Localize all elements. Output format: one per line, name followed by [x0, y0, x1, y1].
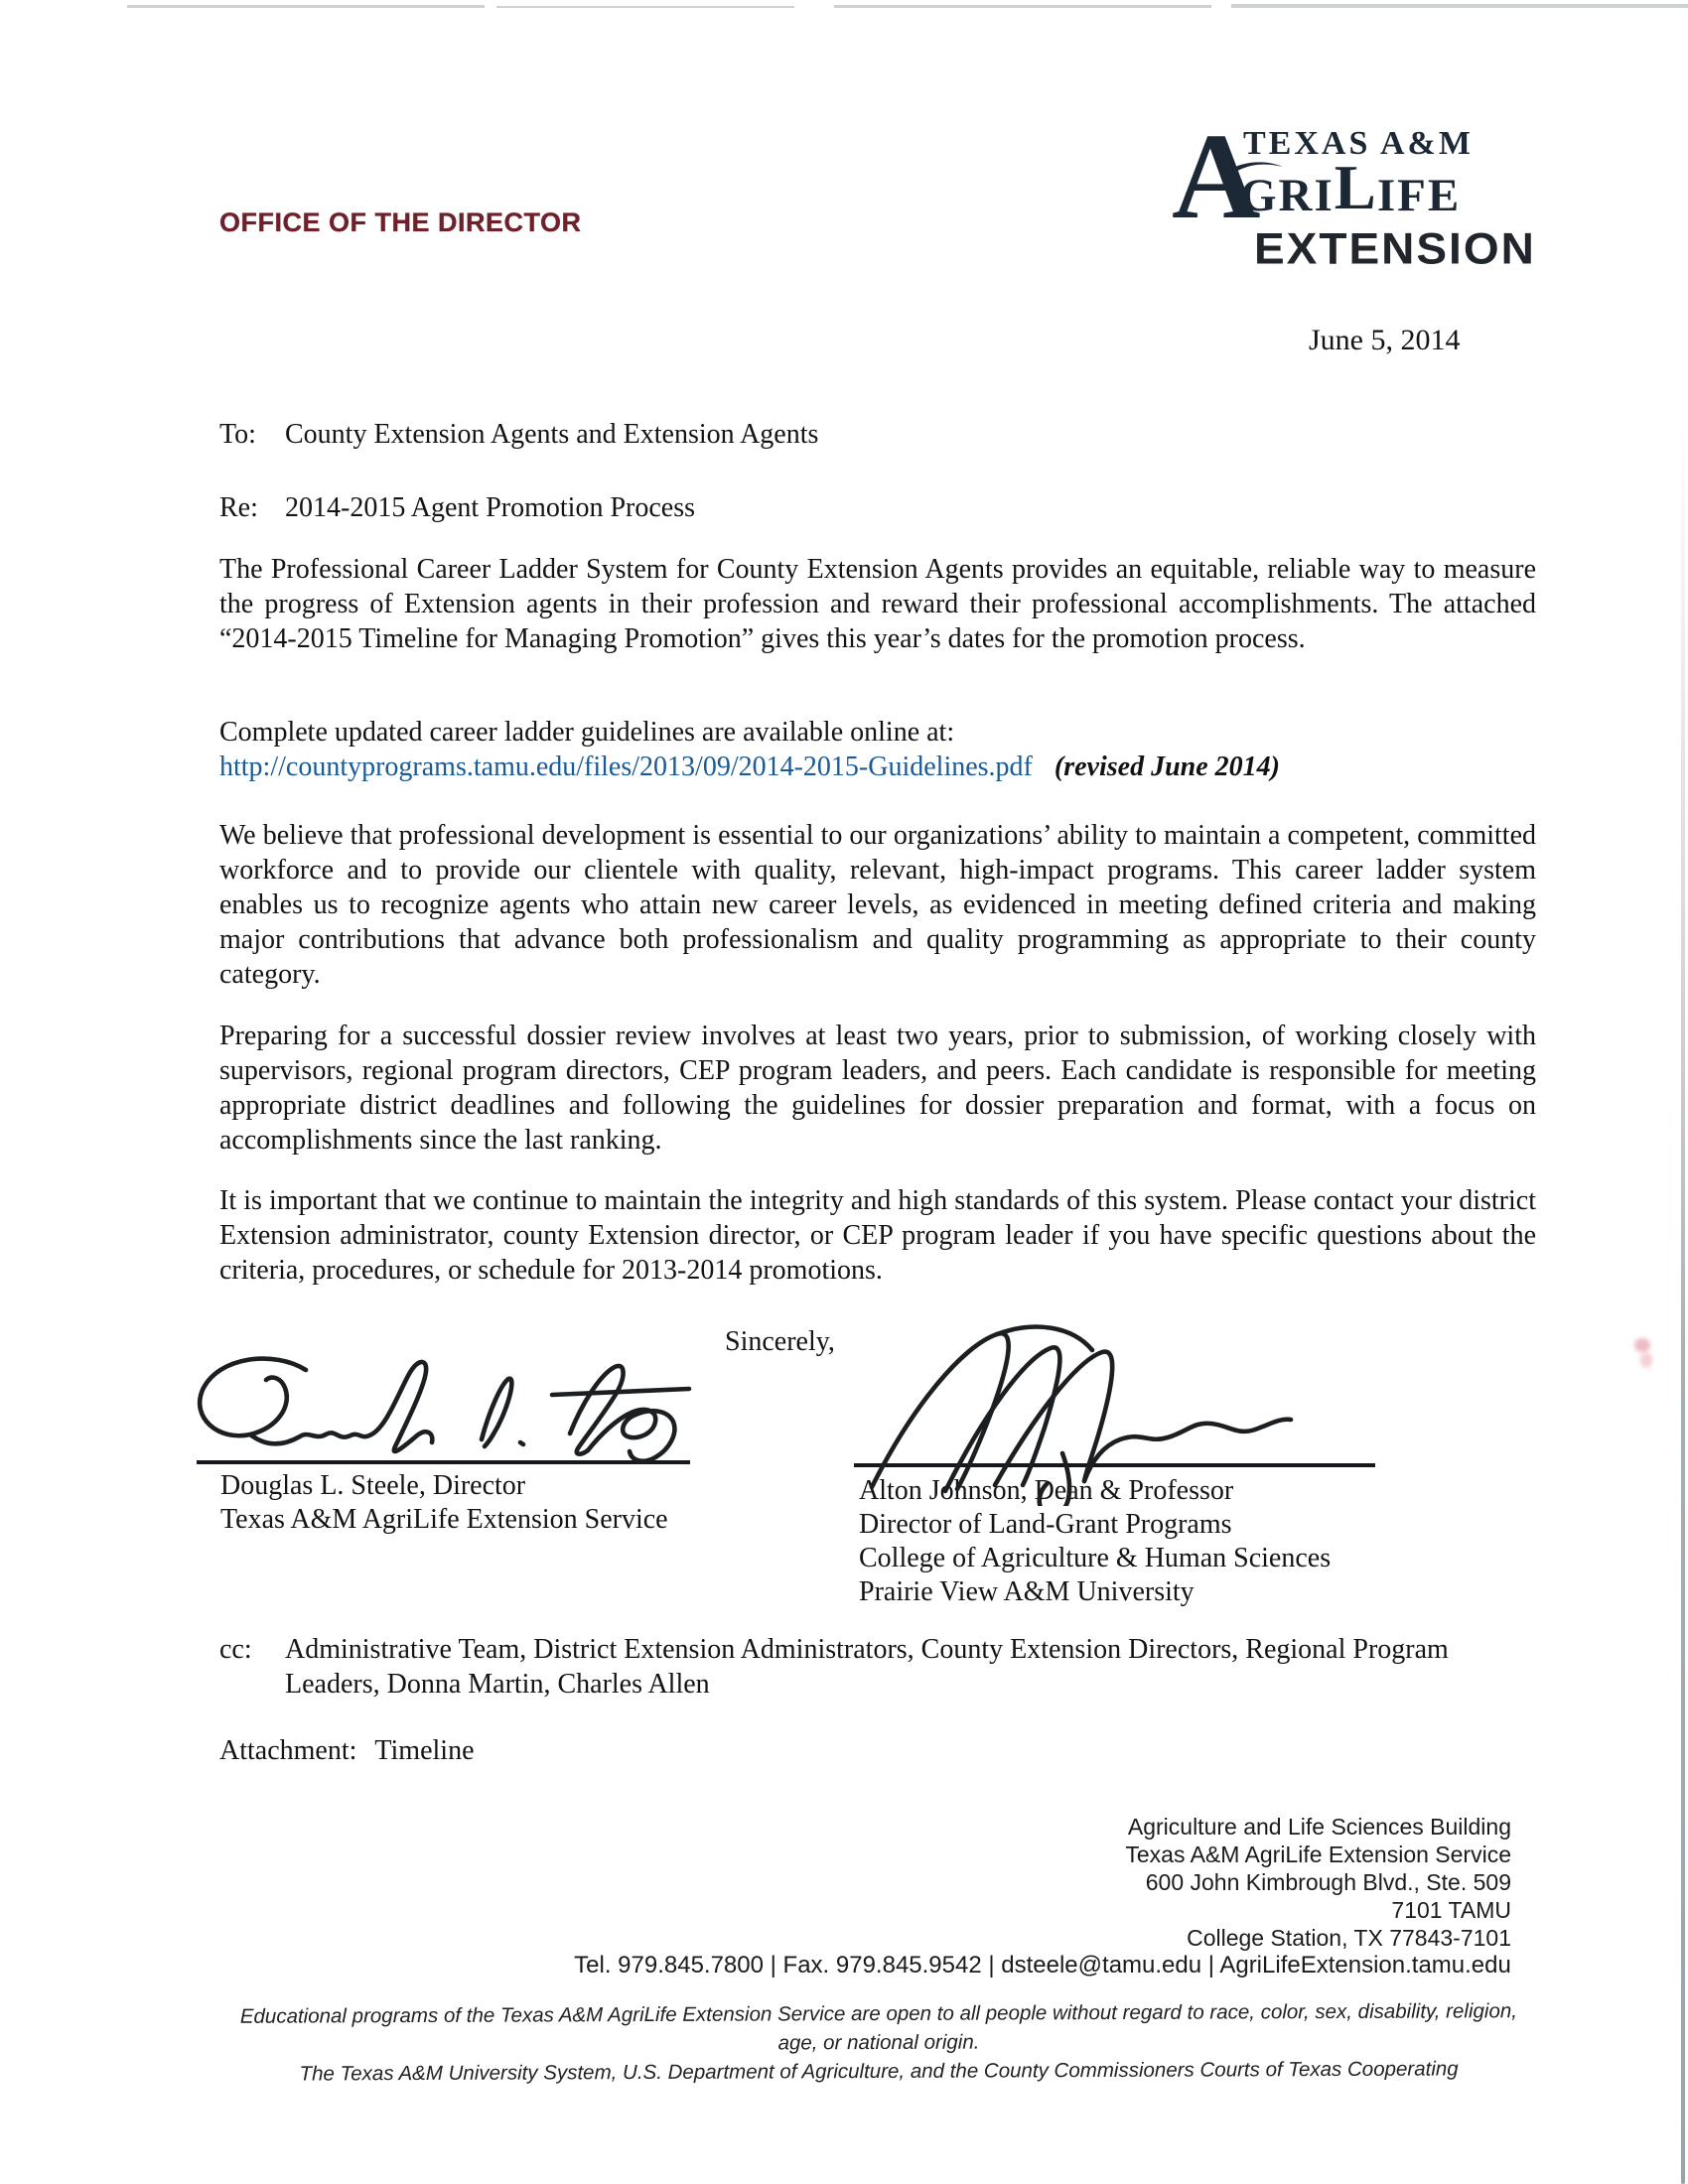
agrilife-logo-big-a: A	[1172, 108, 1261, 244]
paragraph-professional-development: We believe that professional development is essential to our organizations’ ability to maintain a competent, committed workforce and to provide our clientele with quality, relevant, high-impact programs. This career ladder system enables us to recognize agents who attain new career levels, as evidenced in meeting defined criteria and making major contributions that advance both professionalism and quality programming as appropriate to their county category.	[219, 820, 1536, 990]
letter-date: June 5, 2014	[1309, 324, 1461, 356]
re-row	[219, 490, 1536, 525]
attachment-row	[219, 1733, 475, 1768]
footer-disclaimer	[228, 1996, 1529, 2089]
footer-contact-line: Tel. 979.845.7800 | Fax. 979.845.9542 | dsteele@tamu.edu | AgriLifeExtension.tamu.edu	[574, 1952, 1511, 1979]
right-signer-college: College of Agriculture & Human Sciences	[859, 1543, 1332, 1573]
cc-row	[219, 1632, 1461, 1702]
right-signer-role: Director of Land-Grant Programs	[859, 1509, 1232, 1540]
footer-address-line: College Station, TX 77843-7101	[1187, 1925, 1511, 1951]
scan-artifact-pink-smudge	[1640, 1352, 1652, 1368]
paragraph-guidelines	[219, 715, 1536, 784]
footer-disclaimer-line1: Educational programs of the Texas A&M AgriLife Extension Service are open to all people without regard to race, color, sex, disability, religion, age, or national origin.	[239, 1999, 1517, 2055]
attachment-value: Timeline	[374, 1735, 475, 1766]
scan-artifact-top-dash	[496, 6, 794, 8]
office-of-the-director-label: OFFICE OF THE DIRECTOR	[219, 207, 582, 237]
agrilife-logo-gri: GRI	[1240, 170, 1335, 222]
footer-address-line: 600 John Kimbrough Blvd., Ste. 509	[1145, 1869, 1511, 1895]
paragraph-dossier-review: Preparing for a successful dossier review involves at least two years, prior to submission, of working closely with supervisors, regional program directors, CEP program leaders, and peers. Each candidate is responsible for meeting appropriate district deadlines and following the guidelines for dossier preparation and format, with a focus on accomplishments since the last ranking.	[219, 1021, 1536, 1156]
attachment-label: Attachment:	[219, 1735, 357, 1766]
paragraph-integrity: It is important that we continue to maintain the integrity and high standards of this system. Please contact your district Extension administrator, county Extension director, or CEP program leader if you have specific questions about the criteria, procedures, or schedule for 2013-2014 promotions.	[219, 1185, 1536, 1286]
agrilife-logo-ife: IFE	[1376, 170, 1462, 222]
footer-address-block	[894, 1813, 1511, 1952]
left-signer-name-title: Douglas L. Steele, Director	[220, 1470, 526, 1501]
douglas-steele-signature	[189, 1348, 700, 1487]
footer-address-line: 7101 TAMU	[1391, 1897, 1511, 1923]
guidelines-url-link[interactable]: http://countyprograms.tamu.edu/files/2013/09/2014-2015-Guidelines.pdf	[219, 751, 1033, 782]
re-value: 2014-2015 Agent Promotion Process	[285, 492, 695, 523]
scan-artifact-pink-smudge	[1634, 1338, 1650, 1352]
left-signature-line	[197, 1460, 690, 1464]
revised-note: (revised June 2014)	[1054, 751, 1280, 782]
scan-artifact-top-dash	[1231, 4, 1688, 8]
scan-artifact-top-dash	[127, 5, 485, 8]
sincerely-line: Sincerely,	[725, 1326, 835, 1357]
footer-address-line: Agriculture and Life Sciences Building	[1127, 1814, 1511, 1840]
scan-artifact-edge-line	[1681, 417, 1685, 2184]
agrilife-logo-extension: EXTENSION	[1254, 222, 1536, 274]
scan-artifact-top-dash	[834, 5, 1211, 8]
guidelines-intro: Complete updated career ladder guidelines are available online at:	[219, 717, 955, 748]
re-label: Re:	[219, 492, 258, 523]
agrilife-logo-grilife	[1240, 153, 1462, 222]
agrilife-logo-texas-am: TEXAS A&M	[1243, 125, 1474, 162]
right-signer-university: Prairie View A&M University	[859, 1576, 1195, 1607]
footer-address-line: Texas A&M AgriLife Extension Service	[1125, 1842, 1511, 1867]
right-signer-name-title: Alton Johnson, Dean & Professor	[859, 1475, 1234, 1506]
left-signer-block	[220, 1469, 668, 1537]
guidelines-link-line	[219, 750, 1536, 784]
right-signature-line	[854, 1463, 1375, 1467]
right-signer-block	[859, 1474, 1331, 1609]
footer-disclaimer-line2: The Texas A&M University System, U.S. Department of Agriculture, and the County Commissioners Courts of Texas Cooperating	[299, 2057, 1459, 2086]
cc-label: cc:	[219, 1634, 252, 1665]
to-row	[219, 417, 1536, 452]
agrilife-logo-l: L	[1334, 153, 1377, 222]
paragraph-career-ladder: The Professional Career Ladder System for County Extension Agents provides an equitable, reliable way to measure the progress of Extension agents in their profession and reward their professional accomplishments. The attached “2014-2015 Timeline for Managing Promotion” gives this year’s dates for the promotion process.	[219, 554, 1536, 654]
to-label: To:	[219, 419, 256, 450]
to-value: County Extension Agents and Extension Agents	[285, 419, 819, 450]
left-signer-org: Texas A&M AgriLife Extension Service	[220, 1504, 668, 1535]
cc-value: Administrative Team, District Extension Administrators, County Extension Directors, Regional Program Leaders, Donna Martin, Charles Allen	[285, 1634, 1449, 1700]
